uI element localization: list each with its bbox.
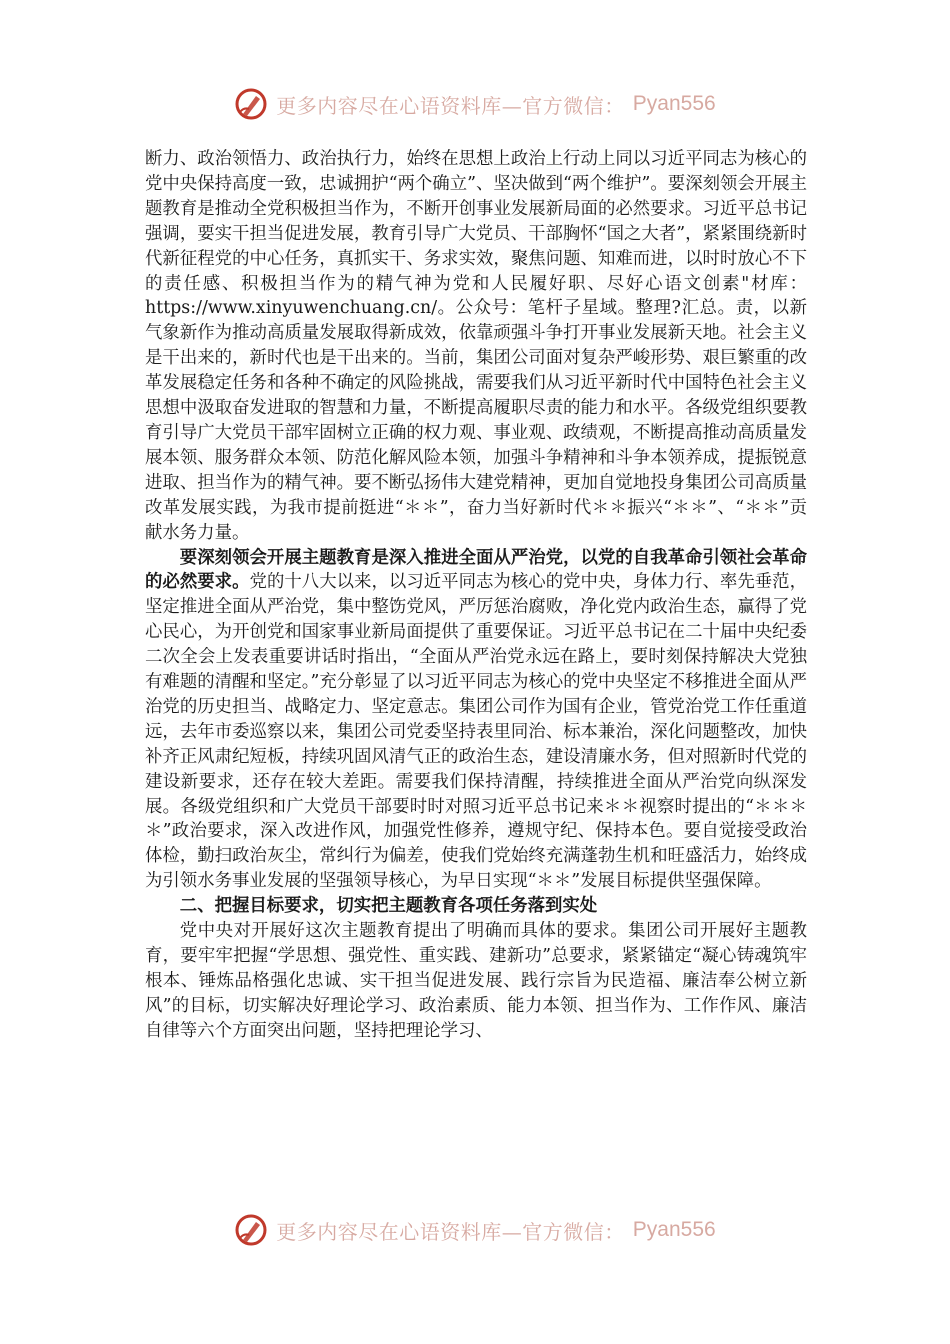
document-body	[145, 147, 807, 1044]
watermark-text: 更多内容尽在心语资料库—官方微信：	[276, 1219, 625, 1244]
paragraph-2-lead: 要深刻领会开展主题教育是深入推进全面从严治党，以党的自我革命引领社会革命的必然要求。	[145, 547, 807, 593]
section-heading: 二、把握目标要求，切实把主题教育各项任务落到实处	[179, 896, 598, 917]
paragraph-2	[145, 546, 807, 895]
pen-nib-circle-icon	[234, 87, 268, 121]
pen-nib-circle-icon	[234, 1213, 268, 1247]
watermark-handle: Pyan556	[632, 92, 716, 115]
header-watermark	[0, 82, 950, 126]
watermark-handle: Pyan556	[632, 1218, 716, 1241]
footer-watermark	[0, 1208, 950, 1252]
paragraph-1: 断力、政治领悟力、政治执行力，始终在思想上政治上行动上同以习近平同志为核心的党中央保持高度一致，忠诚拥护“两个确立”、坚决做到“两个维护”。要深刻领会开展主题教育是推动全党积极担当作为，不断开创事业发展新局面的必然要求。习近平总书记强调，要实干担当促进发展，教育引导广大党员、干部胸怀“国之大者”，紧紧围绕新时代新征程党的中心任务，真抓实干、务求实效，聚焦问题、知难而进，以时时放心不下的责任感、积极担当作为的精气神为党和人民履好职、尽好心语文创素"材库：https://www.xinyuwenchuang.cn/。公众号：笔杆子星域。整理?汇总。责，以新气象新作为推动高质量发展取得新成效，依靠顽强斗争打开事业发展新天地。社会主义是干出来的，新时代也是干出来的。当前，集团公司面对复杂严峻形势、艰巨繁重的改革发展稳定任务和各种不确定的风险挑战，需要我们从习近平新时代中国特色社会主义思想中汲取奋发进取的智慧和力量，不断提高履职尽责的能力和水平。各级党组织要教育引导广大党员干部牢固树立正确的权力观、事业观、政绩观，不断提高推动高质量发展本领、服务群众本领、防范化解风险本领，加强斗争精神和斗争本领养成，提振锐意进取、担当作为的精气神。要不断弘扬伟大建党精神，更加自觉地投身集团公司高质量改革发展实践，为我市提前挺进“＊＊”，奋力当好新时代＊＊振兴“＊＊”、“＊＊”贡献水务力量。	[145, 149, 807, 543]
paragraph-3: 党中央对开展好这次主题教育提出了明确而具体的要求。集团公司开展好主题教育，要牢牢把握“学思想、强党性、重实践、建新功”总要求，紧紧锚定“凝心铸魂筑牢根本、锤炼品格强化忠诚、实干担当促进发展、践行宗旨为民造福、廉洁奉公树立新风”的目标，切实解决好理论学习、政治素质、能力本领、担当作为、工作作风、廉洁自律等六个方面突出问题，坚持把理论学习、	[145, 921, 807, 1041]
watermark-text: 更多内容尽在心语资料库—官方微信：	[276, 93, 625, 118]
paragraph-2-text: 党的十八大以来，以习近平同志为核心的党中央，身体力行、率先垂范，坚定推进全面从严治党，集中整饬党风，严厉惩治腐败，净化党内政治生态，赢得了党心民心，为开创党和国家事业新局面提供了重要保证。习近平总书记在二十届中央纪委二次全会上发表重要讲话时指出，“全面从严治党永远在路上，要时刻保持解决大党独有难题的清醒和坚定。”充分彰显了以习近平同志为核心的党中央坚定不移推进全面从严治党的历史担当、战略定力、坚定意志。集团公司作为国有企业，管党治党工作任重道远，去年市委巡察以来，集团公司党委坚持表里同治、标本兼治，深化问题整改，加快补齐正风肃纪短板，持续巩固风清气正的政治生态，建设清廉水务，但对照新时代党的建设新要求，还存在较大差距。需要我们保持清醒，持续推进全面从严治党向纵深发展。各级党组织和广大党员干部要时时对照习近平总书记来＊＊视察时提出的“＊＊＊＊”政治要求，深入改进作风，加强党性修养，遵规守纪、保持本色。要自觉接受政治体检，勤扫政治灰尘，常纠行为偏差，使我们党始终充满蓬勃生机和旺盛活力，始终成为引领水务事业发展的坚强领导核心，为早日实现“＊＊”发展目标提供坚强保障。	[145, 572, 807, 892]
